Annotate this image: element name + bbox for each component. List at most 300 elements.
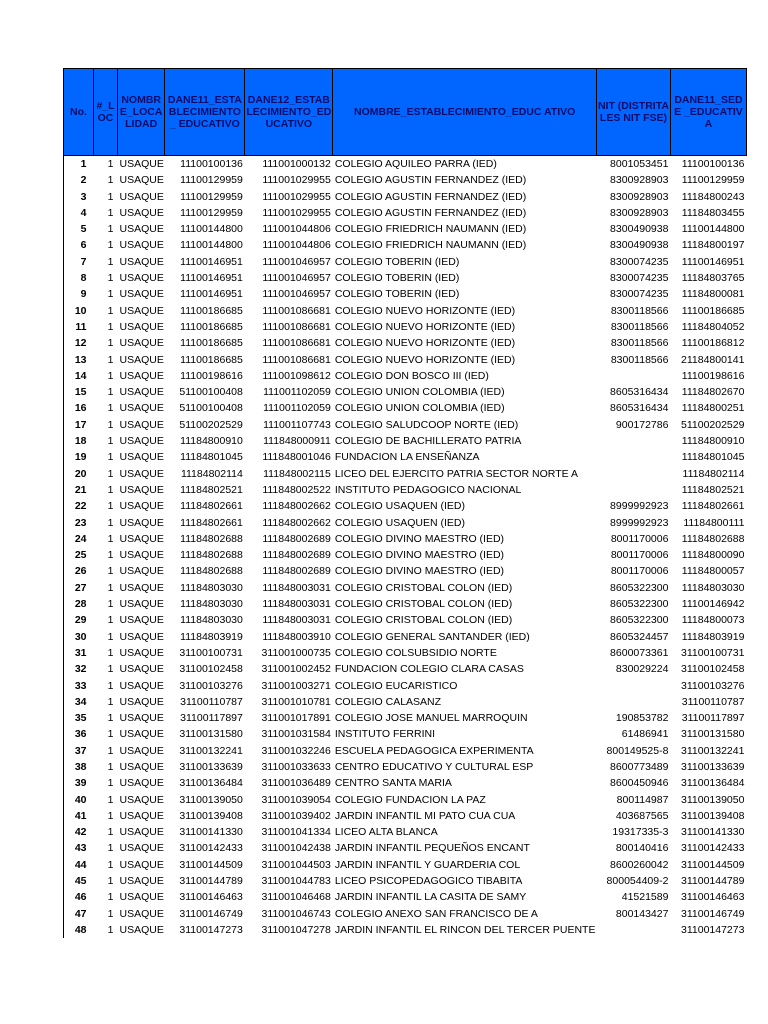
dane11-establishment-cell: 11100144800 [180, 223, 243, 236]
dane12-establishment-cell: 311001033633 [261, 760, 331, 773]
establishment-name-cell: COLEGIO NUEVO HORIZONTE (IED) [334, 320, 516, 333]
dane11-establishment-cell: 31100142433 [179, 842, 243, 855]
dane12-establishment-cell: 311001044783 [261, 875, 331, 888]
dane12-establishment-cell: 311001046743 [261, 907, 331, 920]
dane11-sede-cell: 31100147273 [680, 923, 745, 936]
nit-cell [596, 694, 670, 710]
row-number-cell: 9 [64, 286, 94, 302]
header-no: No. [64, 69, 94, 156]
establishment-name-cell: COLEGIO CRISTOBAL COLON (IED) [334, 598, 513, 611]
establishment-name-cell: JARDIN INFANTIL PEQUEÑOS ENCANT [334, 842, 530, 855]
establishment-name-cell: COLEGIO NUEVO HORIZONTE (IED) [334, 353, 516, 366]
establishment-name-cell: COLEGIO UNION COLOMBIA (IED) [334, 386, 505, 399]
dane12-establishment-cell: 111848003910 [262, 630, 331, 643]
establishment-name-cell: LICEO PSICOPEDAGOGICO TIBABITA [334, 875, 523, 888]
dane11-establishment-cell: 11100146951 [180, 255, 243, 268]
loc-number-cell: 1 [107, 402, 114, 415]
dane11-sede-cell: 21184800141 [680, 353, 745, 366]
table-row [64, 433, 747, 449]
loc-number-cell: 1 [107, 826, 114, 839]
dane11-establishment-cell: 51100100408 [179, 402, 243, 415]
row-number-cell: 28 [64, 596, 94, 612]
row-number-cell: 34 [64, 694, 94, 710]
locality-name-cell: USAQUE [119, 728, 164, 741]
table-row [64, 286, 747, 302]
dane12-establishment-cell: 111001029955 [262, 206, 331, 219]
locality-name-cell: USAQUE [119, 760, 164, 773]
dane11-establishment-cell: 11184801045 [180, 451, 243, 464]
table-row [64, 515, 747, 531]
loc-number-cell: 1 [107, 500, 114, 513]
dane11-establishment-cell: 11100186685 [180, 320, 243, 333]
row-number-cell: 30 [64, 629, 94, 645]
establishment-name-cell: FUNDACION LA ENSEÑANZA [334, 451, 480, 464]
row-number-cell: 37 [64, 743, 94, 759]
row-number-cell: 36 [64, 726, 94, 742]
loc-number-cell: 1 [107, 320, 114, 333]
dane12-establishment-cell: 111848002689 [262, 532, 331, 545]
nit-cell: 8300928903 [610, 190, 669, 203]
table-row [64, 645, 747, 661]
dane11-sede-cell: 31100141330 [680, 826, 745, 839]
row-number-cell: 4 [64, 205, 94, 221]
dane11-establishment-cell: 31100144789 [179, 875, 243, 888]
table-row [64, 384, 747, 400]
locality-name-cell: USAQUE [119, 353, 164, 366]
nit-cell: 8300118566 [610, 337, 669, 350]
dane12-establishment-cell: 311001039402 [261, 809, 331, 822]
dane12-establishment-cell: 111001086681 [262, 337, 331, 350]
locality-name-cell: USAQUE [119, 190, 164, 203]
establishment-name-cell: COLEGIO CRISTOBAL COLON (IED) [334, 581, 513, 594]
dane12-establishment-cell: 111848003031 [262, 614, 331, 627]
dane12-establishment-cell: 311001003271 [261, 679, 331, 692]
loc-number-cell: 1 [107, 809, 114, 822]
row-number-cell: 21 [64, 482, 94, 498]
dane11-establishment-cell: 11184803030 [180, 581, 243, 594]
establishment-name-cell: COLEGIO UNION COLOMBIA (IED) [334, 402, 505, 415]
table-body [64, 156, 747, 939]
dane12-establishment-cell: 111001029955 [262, 174, 331, 187]
dane12-establishment-cell: 111001046957 [262, 255, 331, 268]
loc-number-cell: 1 [107, 353, 114, 366]
nit-cell [596, 449, 670, 465]
locality-name-cell: USAQUE [119, 272, 164, 285]
dane12-establishment-cell: 311001032246 [261, 744, 331, 757]
locality-name-cell: USAQUE [119, 809, 164, 822]
dane11-establishment-cell: 11184803030 [180, 598, 243, 611]
dane11-establishment-cell: 31100146749 [179, 907, 243, 920]
dane11-establishment-cell: 11100129959 [180, 190, 243, 203]
establishment-name-cell: LICEO DEL EJERCITO PATRIA SECTOR NORTE A [334, 467, 578, 480]
table-row [64, 417, 747, 433]
locality-name-cell: USAQUE [119, 239, 164, 252]
establishment-name-cell: INSTITUTO FERRINI [334, 728, 435, 741]
locality-name-cell: USAQUE [119, 516, 164, 529]
nit-cell: 8001053451 [610, 158, 669, 170]
locality-name-cell: USAQUE [119, 842, 164, 855]
nit-cell: 8300074235 [610, 288, 669, 301]
table-row [64, 563, 747, 579]
table-row [64, 580, 747, 596]
dane12-establishment-cell: 311001039054 [261, 793, 331, 806]
establishment-name-cell: COLEGIO USAQUEN (IED) [334, 516, 465, 529]
loc-number-cell: 1 [107, 549, 114, 562]
locality-name-cell: USAQUE [119, 712, 164, 725]
row-number-cell: 26 [64, 563, 94, 579]
locality-name-cell: USAQUE [119, 483, 164, 496]
row-number-cell: 38 [64, 759, 94, 775]
dane11-sede-cell: 11100198616 [681, 369, 745, 382]
row-number-cell: 20 [64, 466, 94, 482]
dane12-establishment-cell: 111848003031 [262, 581, 331, 594]
locality-name-cell: USAQUE [119, 565, 164, 578]
dane11-sede-cell: 11100186685 [681, 304, 745, 317]
table-row [64, 335, 747, 351]
nit-cell: 8605324457 [610, 630, 669, 643]
dane11-sede-cell: 31100136484 [680, 777, 745, 790]
loc-number-cell: 1 [107, 728, 114, 741]
nit-cell [596, 466, 670, 482]
loc-number-cell: 1 [107, 223, 114, 236]
dane11-sede-cell: 11184803919 [681, 630, 745, 643]
table-row [64, 743, 747, 759]
dane11-establishment-cell: 11100100136 [180, 158, 243, 170]
loc-number-cell: 1 [107, 516, 114, 529]
nit-cell [596, 433, 670, 449]
dane11-sede-cell: 11184801045 [681, 451, 745, 464]
row-number-cell: 43 [64, 840, 94, 856]
dane11-establishment-cell: 31100139050 [179, 793, 243, 806]
header-dane12-establishment: DANE12_ESTAB LECIMIENTO_ED UCATIVO [245, 69, 333, 156]
dane11-establishment-cell: 31100131580 [179, 728, 243, 741]
dane11-establishment-cell: 11184802661 [180, 516, 243, 529]
nit-cell: 8300490938 [610, 239, 669, 252]
dane11-sede-cell: 31100133639 [680, 760, 745, 773]
table-row [64, 612, 747, 628]
establishment-name-cell: COLEGIO ANEXO SAN FRANCISCO DE A [334, 907, 538, 920]
table-row [64, 678, 747, 694]
dane12-establishment-cell: 111848002662 [262, 516, 331, 529]
dane11-sede-cell: 11184802661 [681, 500, 745, 513]
row-number-cell: 31 [64, 645, 94, 661]
locality-name-cell: USAQUE [119, 614, 164, 627]
locality-name-cell: USAQUE [119, 402, 164, 415]
table-row [64, 547, 747, 563]
establishment-name-cell: COLEGIO DE BACHILLERATO PATRIA [334, 435, 522, 448]
dane12-establishment-cell: 111001000132 [262, 158, 331, 170]
row-number-cell: 15 [64, 384, 94, 400]
loc-number-cell: 1 [107, 272, 114, 285]
dane11-establishment-cell: 11100186685 [180, 337, 243, 350]
establishment-name-cell: CENTRO SANTA MARIA [334, 777, 452, 790]
table-row [64, 906, 747, 922]
row-number-cell: 13 [64, 352, 94, 368]
dane11-establishment-cell: 31100102458 [179, 663, 243, 676]
locality-name-cell: USAQUE [119, 500, 164, 513]
table-row [64, 449, 747, 465]
dane12-establishment-cell: 111848002522 [262, 483, 331, 496]
row-number-cell: 2 [64, 172, 94, 188]
dane12-establishment-cell: 111848000911 [263, 435, 331, 448]
table-row [64, 466, 747, 482]
loc-number-cell: 1 [107, 907, 114, 920]
loc-number-cell: 1 [107, 483, 114, 496]
table-row [64, 824, 747, 840]
dane12-establishment-cell: 111001098612 [262, 369, 331, 382]
establishment-name-cell: COLEGIO CALASANZ [334, 695, 442, 708]
dane11-establishment-cell: 31100139408 [179, 809, 243, 822]
locality-name-cell: USAQUE [119, 826, 164, 839]
table-row [64, 482, 747, 498]
loc-number-cell: 1 [107, 190, 114, 203]
loc-number-cell: 1 [107, 875, 114, 888]
loc-number-cell: 1 [107, 467, 114, 480]
dane12-establishment-cell: 111001044806 [262, 239, 331, 252]
header-dane11-establishment: DANE11_ESTA BLECIMIENTO_ EDUCATIVO [165, 69, 245, 156]
dane12-establishment-cell: 111001046957 [262, 288, 331, 301]
locality-name-cell: USAQUE [119, 337, 164, 350]
dane11-establishment-cell: 11100198616 [180, 369, 243, 382]
dane11-sede-cell: 11100186812 [681, 337, 745, 350]
nit-cell: 8605322300 [610, 598, 669, 611]
nit-cell: 8001170006 [610, 532, 669, 545]
nit-cell: 830029224 [615, 663, 669, 676]
nit-cell [596, 482, 670, 498]
loc-number-cell: 1 [107, 712, 114, 725]
dane11-establishment-cell: 11100129959 [180, 174, 243, 187]
loc-number-cell: 1 [107, 337, 114, 350]
locality-name-cell: USAQUE [119, 174, 164, 187]
loc-number-cell: 1 [107, 923, 114, 936]
dane11-establishment-cell: 31100103276 [179, 679, 243, 692]
establishment-name-cell: COLEGIO GENERAL SANTANDER (IED) [334, 630, 530, 643]
row-number-cell: 35 [64, 710, 94, 726]
row-number-cell: 1 [64, 156, 94, 173]
loc-number-cell: 1 [107, 239, 114, 252]
dane11-sede-cell: 31100146463 [680, 891, 745, 904]
row-number-cell: 19 [64, 449, 94, 465]
row-number-cell: 42 [64, 824, 94, 840]
nit-cell: 8600773489 [610, 760, 669, 773]
nit-cell: 800114987 [616, 793, 669, 806]
locality-name-cell: USAQUE [119, 744, 164, 757]
table-row [64, 775, 747, 791]
table-row [64, 531, 747, 547]
dane11-sede-cell: 11100100136 [681, 158, 745, 170]
dane11-sede-cell: 31100117897 [681, 712, 745, 725]
dane11-establishment-cell: 31100133639 [179, 760, 243, 773]
establishment-name-cell: CENTRO EDUCATIVO Y CULTURAL ESP [334, 760, 534, 773]
dane11-establishment-cell: 11184802688 [180, 532, 243, 545]
dane12-establishment-cell: 311001017891 [261, 712, 331, 725]
dane11-sede-cell: 11100144800 [681, 223, 745, 236]
row-number-cell: 16 [64, 400, 94, 416]
dane11-sede-cell: 11184800251 [681, 402, 745, 415]
loc-number-cell: 1 [107, 793, 114, 806]
locality-name-cell: USAQUE [119, 793, 164, 806]
schools-table [63, 68, 747, 938]
dane11-establishment-cell: 11184802521 [180, 483, 243, 496]
establishment-name-cell: JARDIN INFANTIL Y GUARDERIA COL [334, 858, 521, 871]
establishment-name-cell: FUNDACION COLEGIO CLARA CASAS [334, 663, 524, 676]
dane11-sede-cell: 11184802688 [681, 532, 745, 545]
establishment-name-cell: JARDIN INFANTIL MI PATO CUA CUA [334, 809, 516, 822]
table-row [64, 189, 747, 205]
nit-cell: 8300490938 [610, 223, 669, 236]
dane11-sede-cell: 31100144789 [680, 875, 745, 888]
dane11-sede-cell: 31100102458 [680, 663, 745, 676]
dane11-sede-cell: 11100129959 [681, 174, 745, 187]
dane11-establishment-cell: 51100202529 [179, 418, 243, 431]
dane12-establishment-cell: 311001031584 [261, 728, 331, 741]
locality-name-cell: USAQUE [119, 907, 164, 920]
establishment-name-cell: COLEGIO AQUILEO PARRA (IED) [334, 158, 497, 170]
locality-name-cell: USAQUE [119, 369, 164, 382]
dane11-establishment-cell: 31100132241 [179, 744, 243, 757]
table-row [64, 254, 747, 270]
row-number-cell: 3 [64, 189, 94, 205]
table-row [64, 303, 747, 319]
table-row [64, 270, 747, 286]
establishment-name-cell: COLEGIO DON BOSCO III (IED) [334, 369, 489, 382]
nit-cell: 800143427 [615, 907, 669, 920]
dane11-sede-cell: 11184800057 [681, 565, 745, 578]
nit-cell [596, 368, 670, 384]
dane11-establishment-cell: 11184803919 [180, 630, 243, 643]
locality-name-cell: USAQUE [119, 858, 164, 871]
loc-number-cell: 1 [107, 386, 114, 399]
dane12-establishment-cell: 311001010781 [261, 695, 331, 708]
establishment-name-cell: INSTITUTO PEDAGOGICO NACIONAL [334, 483, 522, 496]
row-number-cell: 29 [64, 612, 94, 628]
nit-cell: 8300118566 [610, 320, 669, 333]
nit-cell: 800149525-8 [606, 744, 669, 757]
dane11-sede-cell: 31100131580 [680, 728, 745, 741]
dane11-sede-cell: 11184804052 [681, 320, 745, 333]
dane12-establishment-cell: 311001042438 [261, 842, 331, 855]
table-row [64, 710, 747, 726]
row-number-cell: 14 [64, 368, 94, 384]
loc-number-cell: 1 [107, 288, 114, 301]
nit-cell: 900172786 [615, 418, 669, 431]
loc-number-cell: 1 [107, 158, 114, 170]
locality-name-cell: USAQUE [119, 435, 164, 448]
dane11-sede-cell: 11184800111 [683, 516, 745, 529]
locality-name-cell: USAQUE [119, 646, 164, 659]
locality-name-cell: USAQUE [119, 581, 164, 594]
nit-cell: 8605322300 [610, 581, 669, 594]
dane11-establishment-cell: 11184802114 [180, 467, 243, 480]
loc-number-cell: 1 [107, 858, 114, 871]
row-number-cell: 25 [64, 547, 94, 563]
row-number-cell: 8 [64, 270, 94, 286]
row-number-cell: 48 [64, 922, 94, 938]
table-row [64, 498, 747, 514]
header-row [64, 69, 747, 156]
dane11-sede-cell: 11100146942 [681, 598, 745, 611]
establishment-name-cell: COLEGIO NUEVO HORIZONTE (IED) [334, 304, 516, 317]
table-row [64, 759, 747, 775]
table-row [64, 352, 747, 368]
locality-name-cell: USAQUE [119, 288, 164, 301]
row-number-cell: 10 [64, 303, 94, 319]
establishment-name-cell: COLEGIO AGUSTIN FERNANDEZ (IED) [334, 206, 527, 219]
dane11-sede-cell: 11184800081 [681, 288, 745, 301]
header-nit: NIT (DISTRITALES NIT FSE) [596, 69, 670, 156]
row-number-cell: 44 [64, 857, 94, 873]
establishment-name-cell: COLEGIO DIVINO MAESTRO (IED) [334, 532, 505, 545]
dane11-sede-cell: 31100100731 [680, 646, 745, 659]
row-number-cell: 22 [64, 498, 94, 514]
loc-number-cell: 1 [107, 369, 114, 382]
dane11-sede-cell: 31100139050 [680, 793, 745, 806]
dane12-establishment-cell: 111001102059 [263, 402, 331, 415]
header-establishment-name: NOMBRE_ESTABLECIMIENTO_EDUC ATIVO [333, 69, 597, 156]
locality-name-cell: USAQUE [119, 679, 164, 692]
nit-cell: 19317335-3 [612, 826, 669, 839]
row-number-cell: 32 [64, 661, 94, 677]
locality-name-cell: USAQUE [119, 923, 164, 936]
row-number-cell: 27 [64, 580, 94, 596]
dane11-sede-cell: 11184803030 [681, 581, 745, 594]
table-row [64, 237, 747, 253]
loc-number-cell: 1 [107, 435, 114, 448]
establishment-name-cell: COLEGIO FRIEDRICH NAUMANN (IED) [334, 239, 527, 252]
row-number-cell: 6 [64, 237, 94, 253]
dane12-establishment-cell: 111001044806 [262, 223, 331, 236]
row-number-cell: 45 [64, 873, 94, 889]
loc-number-cell: 1 [107, 842, 114, 855]
loc-number-cell: 1 [107, 304, 114, 317]
nit-cell: 61486941 [621, 728, 669, 741]
dane12-establishment-cell: 111848002662 [262, 500, 331, 513]
locality-name-cell: USAQUE [119, 695, 164, 708]
row-number-cell: 24 [64, 531, 94, 547]
dane11-establishment-cell: 31100144509 [179, 858, 243, 871]
dane11-establishment-cell: 31100146463 [179, 891, 243, 904]
table-row [64, 792, 747, 808]
loc-number-cell: 1 [107, 581, 114, 594]
dane12-establishment-cell: 111001029955 [262, 190, 331, 203]
table-row [64, 596, 747, 612]
nit-cell: 8600073361 [610, 646, 669, 659]
nit-cell: 8999992923 [610, 500, 669, 513]
loc-number-cell: 1 [107, 891, 114, 904]
establishment-name-cell: COLEGIO NUEVO HORIZONTE (IED) [334, 337, 516, 350]
locality-name-cell: USAQUE [119, 386, 164, 399]
loc-number-cell: 1 [107, 760, 114, 773]
locality-name-cell: USAQUE [119, 630, 164, 643]
loc-number-cell: 1 [107, 451, 114, 464]
establishment-name-cell: COLEGIO EUCARISTICO [334, 679, 458, 692]
row-number-cell: 47 [64, 906, 94, 922]
loc-number-cell: 1 [107, 598, 114, 611]
row-number-cell: 46 [64, 889, 94, 905]
dane12-establishment-cell: 111848002689 [262, 549, 331, 562]
table-row [64, 205, 747, 221]
nit-cell: 8300118566 [610, 304, 669, 317]
dane11-sede-cell: 31100142433 [680, 842, 745, 855]
table-row [64, 726, 747, 742]
dane12-establishment-cell: 111848002115 [263, 467, 331, 480]
locality-name-cell: USAQUE [119, 320, 164, 333]
dane11-establishment-cell: 11100146951 [180, 272, 243, 285]
dane11-sede-cell: 31100146749 [680, 907, 745, 920]
dane11-establishment-cell: 11100186685 [180, 353, 243, 366]
establishment-name-cell: COLEGIO JOSE MANUEL MARROQUIN [334, 712, 528, 725]
dane11-sede-cell: 31100144509 [680, 858, 745, 871]
